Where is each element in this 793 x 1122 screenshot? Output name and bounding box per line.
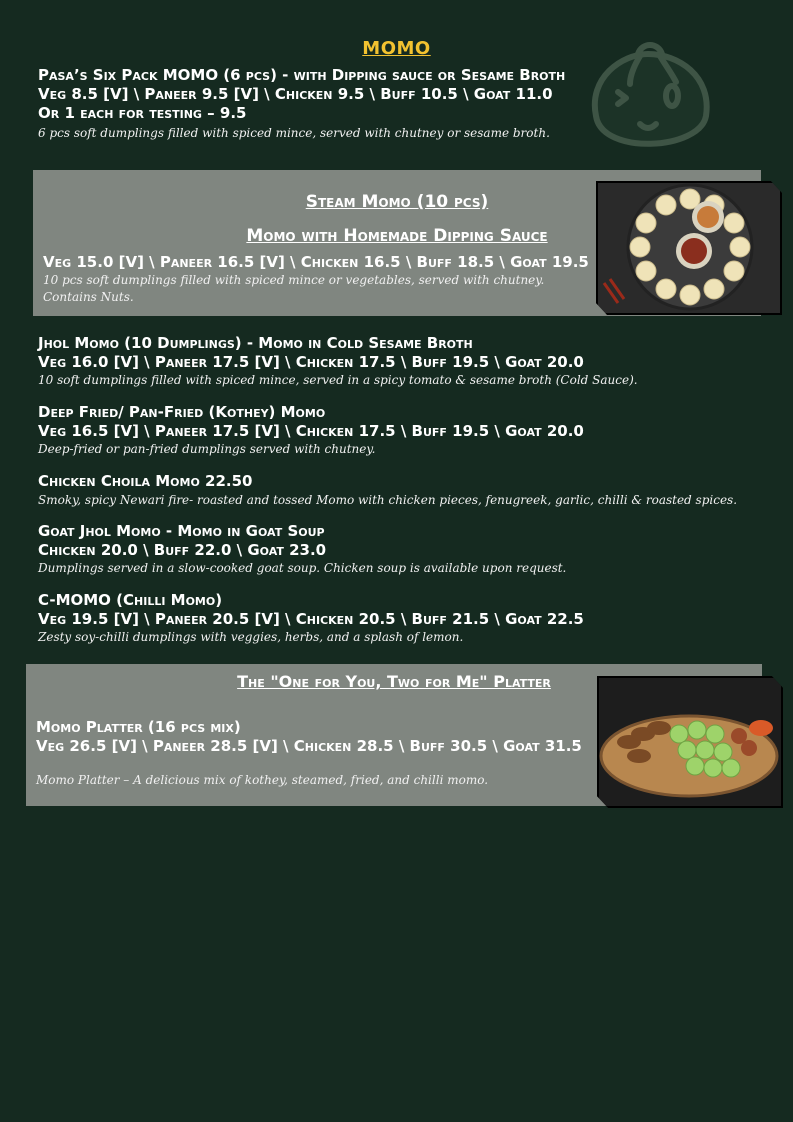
six-pack-testing: Or 1 each for testing – 9.5 xyxy=(38,104,247,122)
goat-jhol-prices: Chicken 20.0 \ Buff 22.0 \ Goat 23.0 xyxy=(38,541,327,559)
goat-jhol-title: Goat Jhol Momo - Momo in Goat Soup xyxy=(38,522,325,540)
steam-momo-desc: 10 pcs soft dumplings filled with spiced mince or vegetables, served with chutney. xyxy=(43,273,545,287)
steam-momo-prices: Veg 15.0 [V] \ Paneer 16.5 [V] \ Chicken 16.5 \ Buff 18.5 \ Goat 19.5 xyxy=(43,253,589,271)
six-pack-section xyxy=(38,66,758,142)
steam-momo-nuts-note: Contains Nuts. xyxy=(43,290,134,304)
platter-photo xyxy=(597,676,783,808)
platter-prices: Veg 26.5 [V] \ Paneer 28.5 [V] \ Chicken 28.5 \ Buff 30.5 \ Goat 31.5 xyxy=(36,737,582,755)
page-title: MOMO xyxy=(362,38,431,59)
fried-momo-prices: Veg 16.5 [V] \ Paneer 17.5 [V] \ Chicken 17.5 \ Buff 19.5 \ Goat 20.0 xyxy=(38,422,584,440)
platter-title: Momo Platter (16 pcs mix) xyxy=(36,718,241,736)
choila-momo-section xyxy=(38,472,758,509)
choila-momo-title: Chicken Choila Momo 22.50 xyxy=(38,472,253,490)
jhol-momo-title: Jhol Momo (10 Dumplings) - Momo in Cold Sesame Broth xyxy=(38,334,473,352)
fried-momo-desc: Deep-fried or pan-fried dumplings served with chutney. xyxy=(38,442,376,456)
steam-momo-photo xyxy=(596,181,782,315)
c-momo-desc: Zesty soy-chilli dumplings with veggies, herbs, and a splash of lemon. xyxy=(38,630,464,644)
platter-heading: The "One for You, Two for Me" Platter xyxy=(237,672,551,691)
c-momo-title: C-MOMO (Chilli Momo) xyxy=(38,591,223,609)
c-momo-prices: Veg 19.5 [V] \ Paneer 20.5 [V] \ Chicken 20.5 \ Buff 21.5 \ Goat 22.5 xyxy=(38,610,584,628)
steam-momo-subheading: Momo with Homemade Dipping Sauce xyxy=(246,226,548,246)
goat-jhol-section xyxy=(38,522,758,577)
steam-momo-heading: Steam Momo (10 pcs) xyxy=(305,192,489,212)
fried-momo-section xyxy=(38,403,758,458)
six-pack-desc: 6 pcs soft dumplings filled with spiced mince, served with chutney or sesame broth. xyxy=(38,126,550,140)
jhol-momo-prices: Veg 16.0 [V] \ Paneer 17.5 [V] \ Chicken 17.5 \ Buff 19.5 \ Goat 20.0 xyxy=(38,353,584,371)
choila-momo-desc: Smoky, spicy Newari fire- roasted and tossed Momo with chicken pieces, fenugreek, garlic, chilli & roasted spices. xyxy=(38,493,738,507)
six-pack-prices: Veg 8.5 [V] \ Paneer 9.5 [V] \ Chicken 9.5 \ Buff 10.5 \ Goat 11.0 xyxy=(38,85,553,103)
fried-momo-title: Deep Fried/ Pan-Fried (Kothey) Momo xyxy=(38,403,326,421)
platter-desc: Momo Platter – A delicious mix of kothey, steamed, fried, and chilli momo. xyxy=(36,773,489,787)
goat-jhol-desc: Dumplings served in a slow-cooked goat soup. Chicken soup is available upon request. xyxy=(38,561,567,575)
jhol-momo-desc: 10 soft dumplings filled with spiced mince, served in a spicy tomato & sesame broth (Cold Sauce). xyxy=(38,373,638,387)
jhol-momo-section xyxy=(38,334,758,389)
six-pack-title: Pasa’s Six Pack MOMO (6 pcs) - with Dipping sauce or Sesame Broth xyxy=(38,66,566,84)
c-momo-section xyxy=(38,591,758,646)
